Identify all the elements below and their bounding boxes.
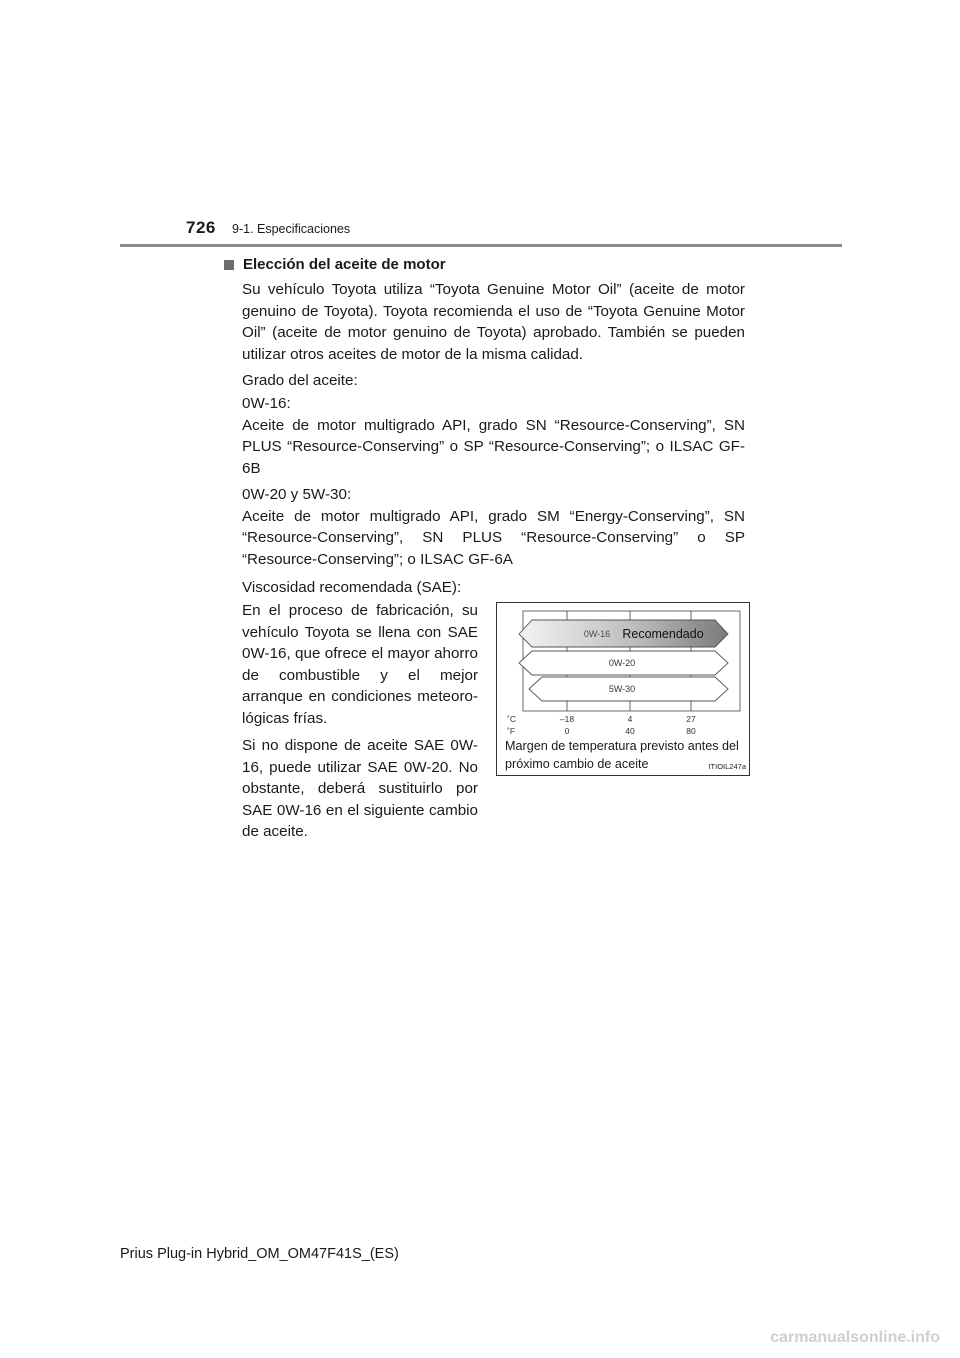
arrow-0w16-grade: 0W-16 (583, 629, 611, 639)
paragraph-intro: Su vehículo Toyota utiliza “Toyota Genuine Motor Oil” (aceite de motor genuino de Toyota). Toyota recomienda el uso de “Toyota Genuine Motor Oil” (aceite de motor genuino de Toyota) aprobado. También se pueden utilizar otros aceites de motor de la misma calidad. (242, 281, 745, 363)
viscosity-figure (496, 602, 750, 776)
paragraph-factory-fill: En el proceso de fabricación, su vehículo Toyota se llena con SAE 0W-16, que ofrece el mayor ahorro de combustible y el mejor arranque en condiciones meteoro-lógicas frías. (242, 602, 478, 727)
paragraph-viscosity-label: Viscosidad recomendada (SAE): (242, 579, 462, 596)
footer-document-id: Prius Plug-in Hybrid_OM_OM47F41S_(ES) (120, 1246, 399, 1262)
paragraph-0w16-title: 0W-16: (242, 395, 291, 412)
arrow-5w30-grade: 5W-30 (608, 684, 636, 694)
header-rule (120, 244, 842, 247)
paragraph-0w20-body: Aceite de motor multigrado API, grado SM “Energy-Conserving”, SN “Resource-Conserving”, SN PLUS “Resource-Conserving” o SP “Resource-Conserving”; o ILSAC GF-6A (242, 507, 745, 568)
paragraph-0w20-5w30 (242, 484, 745, 570)
paragraph-0w20-title: 0W-20 y 5W-30: (242, 486, 352, 503)
paragraph-oil-grade-label: Grado del aceite: (242, 372, 358, 389)
figure-id: ITIOIL247a (708, 762, 746, 771)
scale-f-tick: 40 (625, 726, 635, 736)
arrow-0w16-tag: Recomendado (622, 627, 704, 641)
arrow-0w20-grade: 0W-20 (608, 658, 636, 668)
paragraph-substitute: Si no dispone de aceite SAE 0W-16, puede utilizar SAE 0W-20. No obstante, deberá sustituirlo por SAE 0W-16 en el siguiente cambio de aceite. (242, 737, 478, 840)
watermark: carmanualsonline.info (770, 1329, 940, 1346)
scale-c-tick: –18 (559, 714, 575, 724)
scale-c-unit: ˚C (507, 714, 516, 724)
paragraph-0w16-body: Aceite de motor multigrado API, grado SN “Resource-Conserving”, SN PLUS “Resource-Conserving” o SP “Resource-Conserving”; o ILSAC GF-6B (242, 416, 745, 477)
scale-f-unit: ˚F (507, 726, 516, 736)
scale-f-tick: 0 (564, 726, 570, 736)
scale-c-tick: 27 (686, 714, 696, 724)
section-heading (224, 256, 446, 273)
heading-bullet-icon (224, 260, 234, 270)
figure-caption: Margen de temperatura previsto antes del próximo cambio de aceite (505, 739, 739, 771)
scale-c-tick: 4 (627, 714, 633, 724)
paragraph-0w16 (242, 393, 745, 479)
heading-text: Elección del aceite de motor (243, 256, 446, 273)
scale-f-tick: 80 (686, 726, 696, 736)
page-number: 726 (186, 218, 216, 237)
section-title: 9-1. Especificaciones (232, 222, 351, 236)
